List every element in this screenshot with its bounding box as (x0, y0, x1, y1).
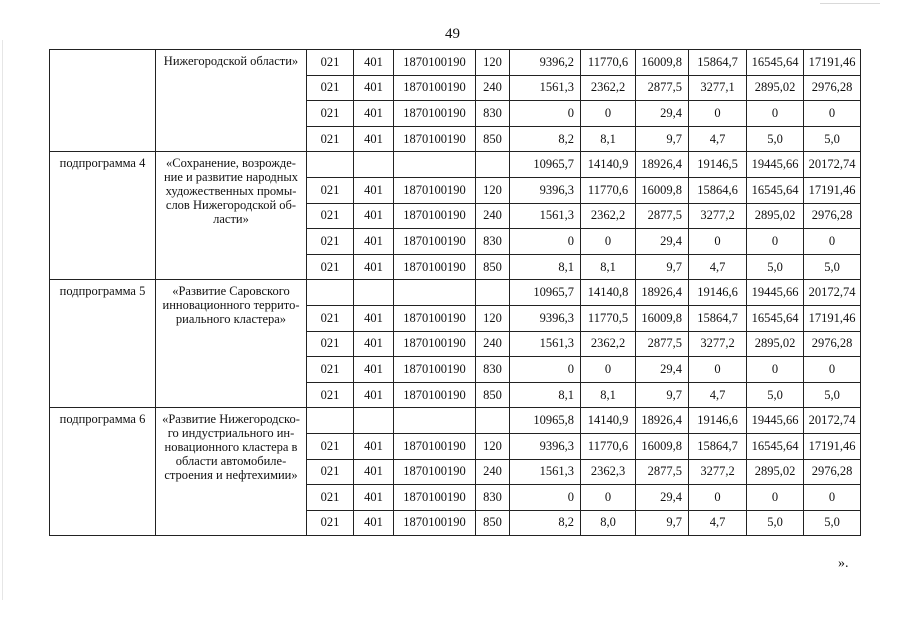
table-cell: 2877,5 (636, 203, 689, 229)
table-cell: 11770,6 (581, 433, 636, 459)
table-cell: 830 (476, 357, 510, 383)
table-cell: 021 (307, 459, 354, 485)
table-cell (394, 408, 476, 434)
table-cell: 1870100190 (394, 254, 476, 280)
table-cell: 16009,8 (636, 50, 689, 76)
table-cell: 16545,64 (747, 177, 804, 203)
table-cell: 10965,7 (510, 152, 581, 178)
table-cell: 29,4 (636, 101, 689, 127)
table-cell: 16009,8 (636, 433, 689, 459)
table-cell: 2976,28 (804, 203, 861, 229)
table-cell: 5,0 (747, 382, 804, 408)
program-cell: подпрограмма 6 (50, 408, 156, 536)
table-cell: 16545,64 (747, 433, 804, 459)
table-cell: 9,7 (636, 382, 689, 408)
table-cell: 2362,3 (581, 459, 636, 485)
table-cell: 16545,64 (747, 305, 804, 331)
table-cell: 850 (476, 126, 510, 152)
table-cell: 0 (510, 357, 581, 383)
table-cell: 20172,74 (804, 280, 861, 306)
table-cell: 8,2 (510, 126, 581, 152)
table-cell: 3277,2 (689, 459, 747, 485)
table-body (50, 50, 861, 536)
table-cell: 021 (307, 50, 354, 76)
table-cell: 1561,3 (510, 75, 581, 101)
table-cell: 021 (307, 305, 354, 331)
budget-table (49, 49, 861, 536)
table-cell: 401 (354, 126, 394, 152)
table-cell: 9396,3 (510, 433, 581, 459)
table-cell: 850 (476, 382, 510, 408)
table-cell: 021 (307, 331, 354, 357)
table-cell: 9,7 (636, 126, 689, 152)
table-cell: 19445,66 (747, 408, 804, 434)
table-cell: 1870100190 (394, 510, 476, 536)
table-cell: 8,1 (581, 126, 636, 152)
table-cell: 240 (476, 459, 510, 485)
table-cell: 5,0 (804, 126, 861, 152)
table-cell: 021 (307, 126, 354, 152)
table-cell: 9,7 (636, 254, 689, 280)
table-cell: 0 (804, 229, 861, 255)
table-cell: 8,1 (581, 254, 636, 280)
table-cell (354, 152, 394, 178)
table-cell: 401 (354, 203, 394, 229)
table-cell: 9396,3 (510, 177, 581, 203)
table-cell: 830 (476, 101, 510, 127)
table-row (50, 280, 861, 306)
table-cell: 2877,5 (636, 331, 689, 357)
table-cell: 5,0 (747, 126, 804, 152)
table-cell: 4,7 (689, 254, 747, 280)
table-cell: 0 (689, 485, 747, 511)
table-cell: 1870100190 (394, 382, 476, 408)
table-cell: 16009,8 (636, 177, 689, 203)
table-cell: 0 (581, 357, 636, 383)
table-cell: 1870100190 (394, 305, 476, 331)
table-cell: 1870100190 (394, 485, 476, 511)
table-cell: 17191,46 (804, 177, 861, 203)
table-cell: 0 (747, 357, 804, 383)
table-cell: 401 (354, 433, 394, 459)
table-cell: 11770,6 (581, 50, 636, 76)
table-cell: 4,7 (689, 382, 747, 408)
table-cell: 021 (307, 177, 354, 203)
table-cell: 0 (804, 101, 861, 127)
table-cell: 8,1 (510, 254, 581, 280)
table-cell: 1561,3 (510, 459, 581, 485)
table-cell (307, 280, 354, 306)
table-cell: 021 (307, 229, 354, 255)
table-cell: 20172,74 (804, 408, 861, 434)
table-cell: 15864,7 (689, 305, 747, 331)
table-cell: 240 (476, 75, 510, 101)
table-cell: 2877,5 (636, 459, 689, 485)
table-cell (394, 152, 476, 178)
program-name-cell: «Сохранение, возрожде-ние и развитие народных художественных промы-слов Нижегородской об-ласти» (156, 152, 307, 280)
table-cell: 14140,9 (581, 152, 636, 178)
table-cell (394, 280, 476, 306)
table-cell: 021 (307, 433, 354, 459)
table-cell (476, 280, 510, 306)
table-cell: 0 (581, 485, 636, 511)
table-cell: 401 (354, 510, 394, 536)
scan-margin-mark (2, 40, 3, 600)
table-cell: 20172,74 (804, 152, 861, 178)
table-cell: 0 (804, 485, 861, 511)
table-cell: 850 (476, 254, 510, 280)
table-cell: 19146,5 (689, 152, 747, 178)
table-cell: 401 (354, 75, 394, 101)
table-cell: 2976,28 (804, 459, 861, 485)
table-cell: 401 (354, 382, 394, 408)
table-cell: 0 (510, 229, 581, 255)
table-cell: 4,7 (689, 510, 747, 536)
table-cell: 0 (689, 357, 747, 383)
table-cell: 15864,7 (689, 50, 747, 76)
table-cell: 1870100190 (394, 459, 476, 485)
table-cell: 0 (747, 101, 804, 127)
program-cell: подпрограмма 4 (50, 152, 156, 280)
table-cell: 021 (307, 254, 354, 280)
table-cell: 15864,7 (689, 433, 747, 459)
table-cell: 3277,2 (689, 331, 747, 357)
table-cell: 14140,8 (581, 280, 636, 306)
table-cell: 2976,28 (804, 75, 861, 101)
table-cell: 14140,9 (581, 408, 636, 434)
table-cell: 8,2 (510, 510, 581, 536)
table-cell: 9396,2 (510, 50, 581, 76)
table-cell: 2895,02 (747, 331, 804, 357)
table-cell: 2362,2 (581, 203, 636, 229)
closing-quote: ». (838, 556, 849, 571)
table-cell: 401 (354, 101, 394, 127)
table-cell: 4,7 (689, 126, 747, 152)
table-cell: 8,1 (581, 382, 636, 408)
table-cell: 401 (354, 229, 394, 255)
table-cell: 021 (307, 510, 354, 536)
table-cell: 3277,1 (689, 75, 747, 101)
table-row (50, 50, 861, 76)
table-cell: 29,4 (636, 357, 689, 383)
table-cell: 021 (307, 75, 354, 101)
table-cell: 830 (476, 485, 510, 511)
table-cell (354, 408, 394, 434)
table-cell: 11770,6 (581, 177, 636, 203)
table-cell: 021 (307, 101, 354, 127)
table-cell: 850 (476, 510, 510, 536)
scan-margin-mark (820, 3, 880, 4)
table-cell: 19146,6 (689, 408, 747, 434)
table-cell: 19445,66 (747, 152, 804, 178)
table-cell: 5,0 (804, 254, 861, 280)
table-cell: 29,4 (636, 485, 689, 511)
table-cell: 240 (476, 331, 510, 357)
table-cell: 16009,8 (636, 305, 689, 331)
table-cell: 2362,2 (581, 75, 636, 101)
table-cell: 8,0 (581, 510, 636, 536)
table-cell: 021 (307, 203, 354, 229)
table-cell: 0 (689, 229, 747, 255)
page-number: 49 (445, 26, 460, 42)
table-cell: 5,0 (804, 382, 861, 408)
table-cell: 5,0 (747, 510, 804, 536)
table-cell: 1870100190 (394, 229, 476, 255)
table-cell: 401 (354, 177, 394, 203)
table-cell: 18926,4 (636, 280, 689, 306)
table-cell: 2895,02 (747, 203, 804, 229)
table-cell: 16545,64 (747, 50, 804, 76)
table-cell: 2895,02 (747, 459, 804, 485)
table-cell: 15864,6 (689, 177, 747, 203)
table-cell: 021 (307, 485, 354, 511)
table-cell: 17191,46 (804, 50, 861, 76)
program-cell (50, 50, 156, 152)
table-cell: 0 (747, 485, 804, 511)
table-cell: 2877,5 (636, 75, 689, 101)
table-cell: 120 (476, 50, 510, 76)
table-cell: 17191,46 (804, 433, 861, 459)
table-cell: 120 (476, 433, 510, 459)
program-name-cell: «Развитие Саровского инновационного террито-риального кластера» (156, 280, 307, 408)
table-cell (307, 408, 354, 434)
table-cell: 401 (354, 305, 394, 331)
table-cell (476, 152, 510, 178)
table-cell: 5,0 (804, 510, 861, 536)
table-cell: 120 (476, 305, 510, 331)
table-cell: 401 (354, 50, 394, 76)
table-cell: 401 (354, 254, 394, 280)
table-cell: 0 (804, 357, 861, 383)
table-cell: 021 (307, 357, 354, 383)
table-cell: 1870100190 (394, 75, 476, 101)
table-cell: 401 (354, 331, 394, 357)
table-cell: 120 (476, 177, 510, 203)
program-name-cell: «Развитие Нижегородско-го индустриального ин-новационного кластера в области автомобиле-строения и нефтехимии» (156, 408, 307, 536)
table-cell: 0 (581, 101, 636, 127)
table-cell: 0 (747, 229, 804, 255)
program-cell: подпрограмма 5 (50, 280, 156, 408)
table-cell: 2362,2 (581, 331, 636, 357)
table-cell: 2976,28 (804, 331, 861, 357)
table-cell: 1870100190 (394, 357, 476, 383)
table-row (50, 408, 861, 434)
table-cell: 9396,3 (510, 305, 581, 331)
table-cell: 1870100190 (394, 101, 476, 127)
table-cell: 1870100190 (394, 433, 476, 459)
table-cell: 0 (510, 101, 581, 127)
table-row (50, 152, 861, 178)
table-cell (307, 152, 354, 178)
table-cell: 2895,02 (747, 75, 804, 101)
table-cell: 19445,66 (747, 280, 804, 306)
table-cell: 1561,3 (510, 331, 581, 357)
table-cell: 401 (354, 459, 394, 485)
table-cell: 11770,5 (581, 305, 636, 331)
table-cell: 0 (689, 101, 747, 127)
table-cell: 1870100190 (394, 50, 476, 76)
table-cell: 10965,7 (510, 280, 581, 306)
table-cell: 401 (354, 485, 394, 511)
table-cell: 18926,4 (636, 408, 689, 434)
table-cell: 401 (354, 357, 394, 383)
table-cell: 1870100190 (394, 331, 476, 357)
table-cell: 830 (476, 229, 510, 255)
table-cell: 19146,6 (689, 280, 747, 306)
table-cell: 5,0 (747, 254, 804, 280)
table-cell: 021 (307, 382, 354, 408)
table-cell: 1561,3 (510, 203, 581, 229)
table-cell: 1870100190 (394, 126, 476, 152)
program-name-cell: Нижегородской области» (156, 50, 307, 152)
table-cell: 0 (581, 229, 636, 255)
table-cell: 0 (510, 485, 581, 511)
table-cell: 9,7 (636, 510, 689, 536)
table-cell: 17191,46 (804, 305, 861, 331)
table-cell: 240 (476, 203, 510, 229)
table-cell: 8,1 (510, 382, 581, 408)
table-cell: 1870100190 (394, 177, 476, 203)
table-cell: 10965,8 (510, 408, 581, 434)
table-cell (476, 408, 510, 434)
table-cell: 29,4 (636, 229, 689, 255)
table-cell: 3277,2 (689, 203, 747, 229)
table-cell (354, 280, 394, 306)
table-cell: 18926,4 (636, 152, 689, 178)
table-cell: 1870100190 (394, 203, 476, 229)
